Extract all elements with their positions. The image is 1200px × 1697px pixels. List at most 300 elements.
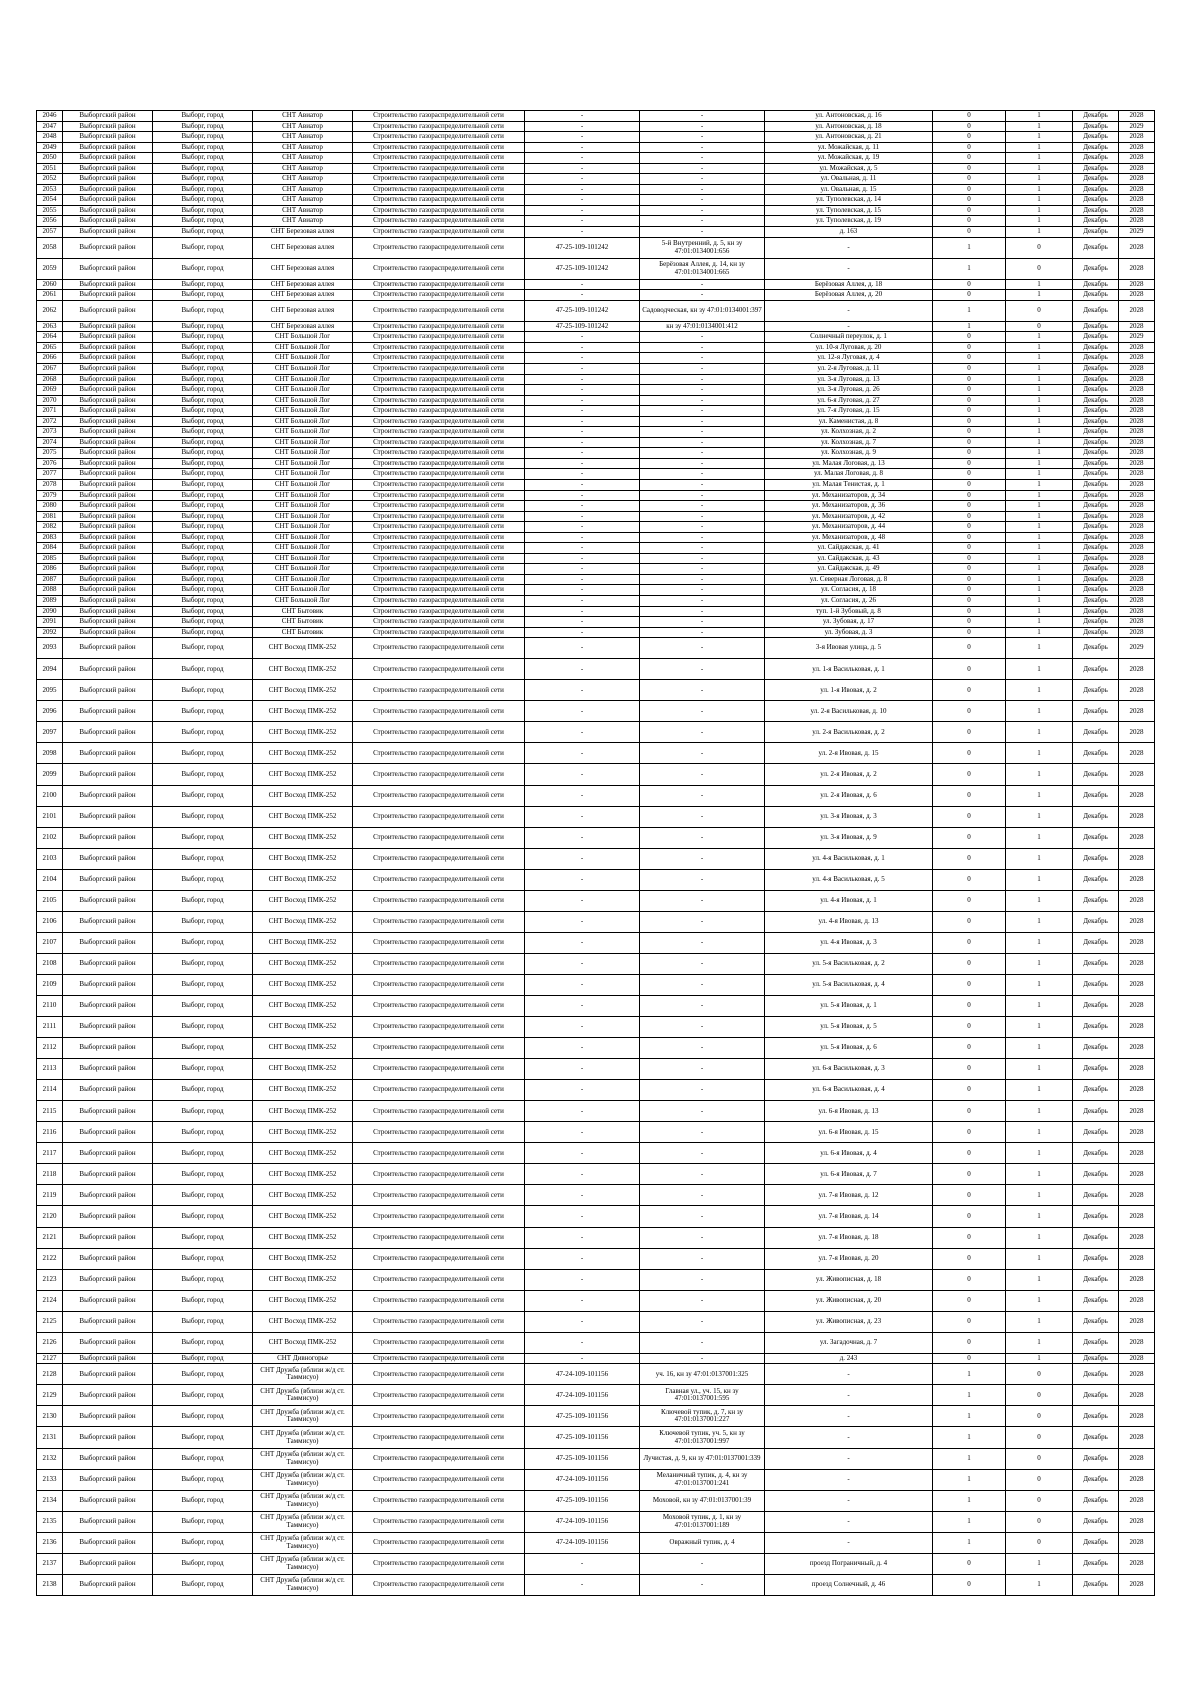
cell-count-b: 1 bbox=[1006, 1248, 1073, 1269]
cell-snt-name: СНТ Большой Лог bbox=[253, 564, 353, 575]
cell-work-type: Строительство газораспределительной сети bbox=[353, 890, 525, 911]
cell-settlement: Выборг, город bbox=[153, 869, 253, 890]
cell-snt-name: СНТ Авиатор bbox=[253, 216, 353, 227]
table-row bbox=[37, 617, 1155, 628]
cell-row-number: 2114 bbox=[37, 1080, 63, 1101]
cell-year: 2029 bbox=[1119, 332, 1155, 343]
cell-row-number: 2105 bbox=[37, 890, 63, 911]
table-row bbox=[37, 722, 1155, 743]
cell-address: ул. Механизаторов, д. 48 bbox=[765, 532, 933, 543]
cell-year: 2028 bbox=[1119, 1227, 1155, 1248]
cell-row-number: 2053 bbox=[37, 184, 63, 195]
cell-address: - bbox=[765, 258, 933, 279]
cell-request-number: - bbox=[525, 385, 640, 396]
cell-count-a: 0 bbox=[933, 279, 1006, 290]
cell-settlement: Выборг, город bbox=[153, 1185, 253, 1206]
cell-work-type: Строительство газораспределительной сети bbox=[353, 406, 525, 417]
cell-count-a: 0 bbox=[933, 659, 1006, 680]
cell-address: ул. Антоновская, д. 21 bbox=[765, 132, 933, 143]
cell-count-a: 0 bbox=[933, 553, 1006, 564]
cell-address: ул. Можайская, д. 5 bbox=[765, 163, 933, 174]
cell-district: Выборгский район bbox=[63, 1290, 153, 1311]
cell-row-number: 2109 bbox=[37, 974, 63, 995]
cell-request-number: - bbox=[525, 1038, 640, 1059]
cell-count-a: 1 bbox=[933, 258, 1006, 279]
cell-cadastral-address: - bbox=[640, 501, 765, 512]
cell-year: 2028 bbox=[1119, 1038, 1155, 1059]
cell-month: Декабрь bbox=[1073, 142, 1119, 153]
cell-work-type: Строительство газораспределительной сети bbox=[353, 490, 525, 501]
cell-request-number: - bbox=[525, 342, 640, 353]
cell-year: 2028 bbox=[1119, 585, 1155, 596]
cell-address: ул. Живописная, д. 20 bbox=[765, 1290, 933, 1311]
cell-snt-name: СНТ Дружба (вблизи ж/д ст. Таммисуо) bbox=[253, 1427, 353, 1448]
cell-month: Декабрь bbox=[1073, 184, 1119, 195]
cell-settlement: Выборг, город bbox=[153, 111, 253, 122]
cell-settlement: Выборг, город bbox=[153, 163, 253, 174]
cell-cadastral-address: - bbox=[640, 163, 765, 174]
cell-row-number: 2125 bbox=[37, 1311, 63, 1332]
cell-cadastral-address: - bbox=[640, 1185, 765, 1206]
cell-request-number: 47-24-109-101156 bbox=[525, 1511, 640, 1532]
cell-row-number: 2090 bbox=[37, 606, 63, 617]
cell-count-b: 1 bbox=[1006, 363, 1073, 374]
cell-cadastral-address: уч. 16, кн зу 47:01:0137001:325 bbox=[640, 1364, 765, 1385]
cell-count-a: 0 bbox=[933, 174, 1006, 185]
cell-cadastral-address: - bbox=[640, 458, 765, 469]
cell-address: ул. 7-я Ивовая, д. 18 bbox=[765, 1227, 933, 1248]
cell-address: ул. 2-я Васильковая, д. 10 bbox=[765, 701, 933, 722]
cell-settlement: Выборг, город bbox=[153, 1122, 253, 1143]
cell-cadastral-address: - bbox=[640, 1164, 765, 1185]
cell-snt-name: СНТ Большой Лог bbox=[253, 427, 353, 438]
cell-district: Выборгский район bbox=[63, 205, 153, 216]
cell-work-type: Строительство газораспределительной сети bbox=[353, 627, 525, 638]
cell-count-a: 0 bbox=[933, 869, 1006, 890]
cell-month: Декабрь bbox=[1073, 1364, 1119, 1385]
cell-settlement: Выборг, город bbox=[153, 1511, 253, 1532]
cell-settlement: Выборг, город bbox=[153, 448, 253, 459]
cell-count-a: 0 bbox=[933, 290, 1006, 301]
cell-month: Декабрь bbox=[1073, 532, 1119, 543]
cell-row-number: 2061 bbox=[37, 290, 63, 301]
table-row bbox=[37, 1143, 1155, 1164]
cell-request-number: 47-25-109-101156 bbox=[525, 1427, 640, 1448]
cell-request-number: - bbox=[525, 574, 640, 585]
cell-settlement: Выборг, город bbox=[153, 332, 253, 343]
cell-district: Выборгский район bbox=[63, 785, 153, 806]
cell-district: Выборгский район bbox=[63, 363, 153, 374]
cell-district: Выборгский район bbox=[63, 890, 153, 911]
cell-cadastral-address: - bbox=[640, 1143, 765, 1164]
table-row bbox=[37, 585, 1155, 596]
cell-month: Декабрь bbox=[1073, 1532, 1119, 1553]
table-row bbox=[37, 237, 1155, 258]
cell-work-type: Строительство газораспределительной сети bbox=[353, 564, 525, 575]
cell-month: Декабрь bbox=[1073, 1332, 1119, 1353]
cell-month: Декабрь bbox=[1073, 216, 1119, 227]
cell-snt-name: СНТ Большой Лог bbox=[253, 511, 353, 522]
cell-request-number: - bbox=[525, 543, 640, 554]
cell-month: Декабрь bbox=[1073, 427, 1119, 438]
cell-settlement: Выборг, город bbox=[153, 406, 253, 417]
cell-count-b: 1 bbox=[1006, 501, 1073, 512]
cell-request-number: 47-25-109-101242 bbox=[525, 300, 640, 321]
cell-count-b: 1 bbox=[1006, 701, 1073, 722]
cell-month: Декабрь bbox=[1073, 374, 1119, 385]
table-row bbox=[37, 1038, 1155, 1059]
cell-district: Выборгский район bbox=[63, 953, 153, 974]
cell-year: 2028 bbox=[1119, 1406, 1155, 1427]
cell-count-b: 1 bbox=[1006, 195, 1073, 206]
cell-snt-name: СНТ Большой Лог bbox=[253, 553, 353, 564]
cell-cadastral-address: - bbox=[640, 153, 765, 164]
cell-count-b: 1 bbox=[1006, 806, 1073, 827]
table-row bbox=[37, 848, 1155, 869]
cell-year: 2028 bbox=[1119, 869, 1155, 890]
cell-count-b: 1 bbox=[1006, 437, 1073, 448]
cell-snt-name: СНТ Большой Лог bbox=[253, 448, 353, 459]
cell-work-type: Строительство газораспределительной сети bbox=[353, 743, 525, 764]
cell-year: 2028 bbox=[1119, 1469, 1155, 1490]
cell-cadastral-address: - bbox=[640, 216, 765, 227]
cell-count-a: 0 bbox=[933, 806, 1006, 827]
cell-request-number: - bbox=[525, 153, 640, 164]
cell-row-number: 2083 bbox=[37, 532, 63, 543]
cell-district: Выборгский район bbox=[63, 996, 153, 1017]
cell-month: Декабрь bbox=[1073, 132, 1119, 143]
table-row bbox=[37, 332, 1155, 343]
cell-cadastral-address: - bbox=[640, 596, 765, 607]
cell-year: 2028 bbox=[1119, 1448, 1155, 1469]
cell-cadastral-address: Садоводческая, кн зу 47:01:0134001:397 bbox=[640, 300, 765, 321]
cell-row-number: 2131 bbox=[37, 1427, 63, 1448]
cell-row-number: 2103 bbox=[37, 848, 63, 869]
cell-count-a: 0 bbox=[933, 1101, 1006, 1122]
cell-count-a: 0 bbox=[933, 785, 1006, 806]
cell-district: Выборгский район bbox=[63, 1059, 153, 1080]
cell-count-a: 0 bbox=[933, 1038, 1006, 1059]
cell-district: Выборгский район bbox=[63, 142, 153, 153]
table-row bbox=[37, 1017, 1155, 1038]
cell-row-number: 2081 bbox=[37, 511, 63, 522]
cell-month: Декабрь bbox=[1073, 1427, 1119, 1448]
cell-district: Выборгский район bbox=[63, 1332, 153, 1353]
cell-district: Выборгский район bbox=[63, 132, 153, 143]
cell-district: Выборгский район bbox=[63, 1532, 153, 1553]
cell-settlement: Выборг, город bbox=[153, 458, 253, 469]
cell-request-number: 47-25-109-101156 bbox=[525, 1490, 640, 1511]
cell-snt-name: СНТ Восход ПМК-252 bbox=[253, 890, 353, 911]
cell-snt-name: СНТ Восход ПМК-252 bbox=[253, 869, 353, 890]
cell-count-a: 0 bbox=[933, 142, 1006, 153]
cell-district: Выборгский район bbox=[63, 216, 153, 227]
table-row bbox=[37, 227, 1155, 238]
cell-snt-name: СНТ Большой Лог bbox=[253, 490, 353, 501]
cell-address: - bbox=[765, 300, 933, 321]
table-row bbox=[37, 1574, 1155, 1595]
cell-request-number: - bbox=[525, 163, 640, 174]
cell-district: Выборгский район bbox=[63, 1143, 153, 1164]
cell-district: Выборгский район bbox=[63, 195, 153, 206]
cell-row-number: 2076 bbox=[37, 458, 63, 469]
cell-district: Выборгский район bbox=[63, 342, 153, 353]
cell-district: Выборгский район bbox=[63, 1248, 153, 1269]
cell-row-number: 2096 bbox=[37, 701, 63, 722]
cell-row-number: 2106 bbox=[37, 911, 63, 932]
cell-cadastral-address: - bbox=[640, 353, 765, 364]
cell-address: ул. Малая Логовая, д. 8 bbox=[765, 469, 933, 480]
cell-count-a: 0 bbox=[933, 722, 1006, 743]
table-row bbox=[37, 163, 1155, 174]
cell-month: Декабрь bbox=[1073, 1017, 1119, 1038]
cell-district: Выборгский район bbox=[63, 153, 153, 164]
cell-count-b: 0 bbox=[1006, 1427, 1073, 1448]
table-row bbox=[37, 659, 1155, 680]
cell-settlement: Выборг, город bbox=[153, 321, 253, 332]
cell-work-type: Строительство газораспределительной сети bbox=[353, 437, 525, 448]
cell-request-number: - bbox=[525, 1248, 640, 1269]
cell-count-b: 1 bbox=[1006, 227, 1073, 238]
cell-work-type: Строительство газораспределительной сети bbox=[353, 205, 525, 216]
cell-month: Декабрь bbox=[1073, 627, 1119, 638]
cell-settlement: Выборг, город bbox=[153, 501, 253, 512]
cell-count-b: 0 bbox=[1006, 1448, 1073, 1469]
cell-work-type: Строительство газораспределительной сети bbox=[353, 1143, 525, 1164]
cell-request-number: - bbox=[525, 1164, 640, 1185]
cell-request-number: - bbox=[525, 785, 640, 806]
cell-settlement: Выборг, город bbox=[153, 1448, 253, 1469]
cell-settlement: Выборг, город bbox=[153, 1406, 253, 1427]
cell-row-number: 2072 bbox=[37, 416, 63, 427]
cell-count-b: 1 bbox=[1006, 216, 1073, 227]
cell-request-number: - bbox=[525, 701, 640, 722]
cell-work-type: Строительство газораспределительной сети bbox=[353, 279, 525, 290]
cell-month: Декабрь bbox=[1073, 543, 1119, 554]
cell-request-number: - bbox=[525, 332, 640, 343]
cell-request-number: - bbox=[525, 395, 640, 406]
cell-month: Декабрь bbox=[1073, 1248, 1119, 1269]
cell-count-b: 1 bbox=[1006, 1038, 1073, 1059]
cell-count-a: 0 bbox=[933, 195, 1006, 206]
cell-address: ул. Загадочная, д. 7 bbox=[765, 1332, 933, 1353]
cell-request-number: - bbox=[525, 290, 640, 301]
cell-snt-name: СНТ Дружба (вблизи ж/д ст. Таммисуо) bbox=[253, 1406, 353, 1427]
cell-snt-name: СНТ Восход ПМК-252 bbox=[253, 785, 353, 806]
cell-address: ул. Овальная, д. 15 bbox=[765, 184, 933, 195]
cell-work-type: Строительство газораспределительной сети bbox=[353, 363, 525, 374]
cell-month: Декабрь bbox=[1073, 258, 1119, 279]
cell-request-number: - bbox=[525, 469, 640, 480]
cell-settlement: Выборг, город bbox=[153, 480, 253, 491]
cell-count-a: 0 bbox=[933, 132, 1006, 143]
cell-address: Берёзовая Аллея, д. 18 bbox=[765, 279, 933, 290]
cell-settlement: Выборг, город bbox=[153, 1385, 253, 1406]
cell-district: Выборгский район bbox=[63, 606, 153, 617]
cell-row-number: 2119 bbox=[37, 1185, 63, 1206]
cell-cadastral-address: - bbox=[640, 1332, 765, 1353]
cell-row-number: 2057 bbox=[37, 227, 63, 238]
cell-address: туп. 1-й Зубовый, д. 8 bbox=[765, 606, 933, 617]
cell-cadastral-address: - bbox=[640, 974, 765, 995]
cell-year: 2028 bbox=[1119, 1017, 1155, 1038]
table-row bbox=[37, 1353, 1155, 1364]
cell-row-number: 2064 bbox=[37, 332, 63, 343]
cell-month: Декабрь bbox=[1073, 174, 1119, 185]
cell-count-b: 1 bbox=[1006, 1164, 1073, 1185]
table-row bbox=[37, 564, 1155, 575]
cell-year: 2028 bbox=[1119, 1364, 1155, 1385]
cell-count-b: 1 bbox=[1006, 480, 1073, 491]
cell-snt-name: СНТ Восход ПМК-252 bbox=[253, 848, 353, 869]
cell-settlement: Выборг, город bbox=[153, 1017, 253, 1038]
cell-cadastral-address: - bbox=[640, 290, 765, 301]
cell-snt-name: СНТ Большой Лог bbox=[253, 342, 353, 353]
cell-request-number: - bbox=[525, 205, 640, 216]
cell-count-a: 0 bbox=[933, 932, 1006, 953]
table-row bbox=[37, 1427, 1155, 1448]
cell-cadastral-address: Берёзовая Аллея, д. 14, кн зу 47:01:0134001:665 bbox=[640, 258, 765, 279]
cell-cadastral-address: - bbox=[640, 1038, 765, 1059]
table-row bbox=[37, 279, 1155, 290]
cell-settlement: Выборг, город bbox=[153, 1080, 253, 1101]
cell-year: 2028 bbox=[1119, 437, 1155, 448]
cell-work-type: Строительство газораспределительной сети bbox=[353, 1511, 525, 1532]
cell-address: - bbox=[765, 1490, 933, 1511]
cell-year: 2028 bbox=[1119, 427, 1155, 438]
cell-cadastral-address: - bbox=[640, 532, 765, 543]
cell-address: - bbox=[765, 1532, 933, 1553]
cell-work-type: Строительство газораспределительной сети bbox=[353, 764, 525, 785]
cell-count-b: 1 bbox=[1006, 543, 1073, 554]
cell-month: Декабрь bbox=[1073, 205, 1119, 216]
table-row bbox=[37, 974, 1155, 995]
cell-request-number: - bbox=[525, 406, 640, 417]
cell-address: ул. 6-я Ивовая, д. 7 bbox=[765, 1164, 933, 1185]
cell-request-number: 47-25-109-101156 bbox=[525, 1406, 640, 1427]
cell-district: Выборгский район bbox=[63, 427, 153, 438]
cell-count-a: 0 bbox=[933, 564, 1006, 575]
cell-district: Выборгский район bbox=[63, 869, 153, 890]
cell-settlement: Выборг, город bbox=[153, 511, 253, 522]
cell-count-a: 0 bbox=[933, 617, 1006, 628]
cell-cadastral-address: - bbox=[640, 585, 765, 596]
cell-count-a: 0 bbox=[933, 627, 1006, 638]
cell-district: Выборгский район bbox=[63, 1185, 153, 1206]
table-row bbox=[37, 1490, 1155, 1511]
cell-count-a: 1 bbox=[933, 1469, 1006, 1490]
cell-cadastral-address: - bbox=[640, 174, 765, 185]
cell-row-number: 2138 bbox=[37, 1574, 63, 1595]
cell-district: Выборгский район bbox=[63, 1364, 153, 1385]
table-row bbox=[37, 553, 1155, 564]
cell-work-type: Строительство газораспределительной сети bbox=[353, 174, 525, 185]
cell-request-number: 47-24-109-101156 bbox=[525, 1532, 640, 1553]
cell-district: Выборгский район bbox=[63, 490, 153, 501]
cell-month: Декабрь bbox=[1073, 1206, 1119, 1227]
cell-address: ул. Антоновская, д. 16 bbox=[765, 111, 933, 122]
cell-month: Декабрь bbox=[1073, 827, 1119, 848]
table-row bbox=[37, 416, 1155, 427]
cell-work-type: Строительство газораспределительной сети bbox=[353, 395, 525, 406]
cell-request-number: - bbox=[525, 448, 640, 459]
cell-request-number: 47-25-109-101242 bbox=[525, 237, 640, 258]
cell-district: Выборгский район bbox=[63, 1038, 153, 1059]
cell-month: Декабрь bbox=[1073, 522, 1119, 533]
cell-work-type: Строительство газораспределительной сети bbox=[353, 1248, 525, 1269]
cell-year: 2028 bbox=[1119, 543, 1155, 554]
cell-year: 2028 bbox=[1119, 300, 1155, 321]
cell-month: Декабрь bbox=[1073, 511, 1119, 522]
cell-work-type: Строительство газораспределительной сети bbox=[353, 1059, 525, 1080]
cell-row-number: 2084 bbox=[37, 543, 63, 554]
cell-month: Декабрь bbox=[1073, 163, 1119, 174]
cell-row-number: 2126 bbox=[37, 1332, 63, 1353]
cell-count-a: 1 bbox=[933, 1532, 1006, 1553]
table-row bbox=[37, 522, 1155, 533]
cell-month: Декабрь bbox=[1073, 501, 1119, 512]
cell-request-number: - bbox=[525, 1353, 640, 1364]
cell-year: 2028 bbox=[1119, 258, 1155, 279]
cell-count-a: 0 bbox=[933, 1332, 1006, 1353]
cell-snt-name: СНТ Березовая аллея bbox=[253, 279, 353, 290]
cell-snt-name: СНТ Большой Лог bbox=[253, 406, 353, 417]
cell-request-number: - bbox=[525, 1080, 640, 1101]
cell-row-number: 2102 bbox=[37, 827, 63, 848]
table-row bbox=[37, 342, 1155, 353]
table-row bbox=[37, 1101, 1155, 1122]
cell-snt-name: СНТ Бытовик bbox=[253, 627, 353, 638]
cell-request-number: - bbox=[525, 974, 640, 995]
cell-snt-name: СНТ Бытовик bbox=[253, 606, 353, 617]
cell-cadastral-address: - bbox=[640, 363, 765, 374]
cell-address: ул. Зубовая, д. 3 bbox=[765, 627, 933, 638]
cell-work-type: Строительство газораспределительной сети bbox=[353, 1532, 525, 1553]
cell-cadastral-address: - bbox=[640, 1122, 765, 1143]
cell-count-a: 0 bbox=[933, 469, 1006, 480]
cell-work-type: Строительство газораспределительной сети bbox=[353, 458, 525, 469]
cell-settlement: Выборг, город bbox=[153, 237, 253, 258]
cell-count-a: 0 bbox=[933, 363, 1006, 374]
cell-request-number: - bbox=[525, 764, 640, 785]
cell-snt-name: СНТ Восход ПМК-252 bbox=[253, 996, 353, 1017]
cell-request-number: - bbox=[525, 437, 640, 448]
cell-snt-name: СНТ Большой Лог bbox=[253, 395, 353, 406]
cell-request-number: - bbox=[525, 458, 640, 469]
cell-settlement: Выборг, город bbox=[153, 153, 253, 164]
cell-settlement: Выборг, город bbox=[153, 1490, 253, 1511]
cell-count-b: 1 bbox=[1006, 606, 1073, 617]
cell-snt-name: СНТ Березовая аллея bbox=[253, 300, 353, 321]
cell-year: 2028 bbox=[1119, 1490, 1155, 1511]
cell-month: Декабрь bbox=[1073, 332, 1119, 343]
cell-year: 2028 bbox=[1119, 1353, 1155, 1364]
table-row bbox=[37, 1185, 1155, 1206]
cell-count-b: 1 bbox=[1006, 353, 1073, 364]
cell-month: Декабрь bbox=[1073, 1406, 1119, 1427]
cell-snt-name: СНТ Дружба (вблизи ж/д ст. Таммисуо) bbox=[253, 1364, 353, 1385]
cell-count-a: 0 bbox=[933, 638, 1006, 659]
cell-year: 2028 bbox=[1119, 701, 1155, 722]
cell-district: Выборгский район bbox=[63, 1574, 153, 1595]
table-row bbox=[37, 1248, 1155, 1269]
cell-cadastral-address: - bbox=[640, 195, 765, 206]
cell-work-type: Строительство газораспределительной сети bbox=[353, 1290, 525, 1311]
cell-snt-name: СНТ Восход ПМК-252 bbox=[253, 1269, 353, 1290]
cell-request-number: - bbox=[525, 638, 640, 659]
cell-month: Декабрь bbox=[1073, 1143, 1119, 1164]
cell-row-number: 2062 bbox=[37, 300, 63, 321]
